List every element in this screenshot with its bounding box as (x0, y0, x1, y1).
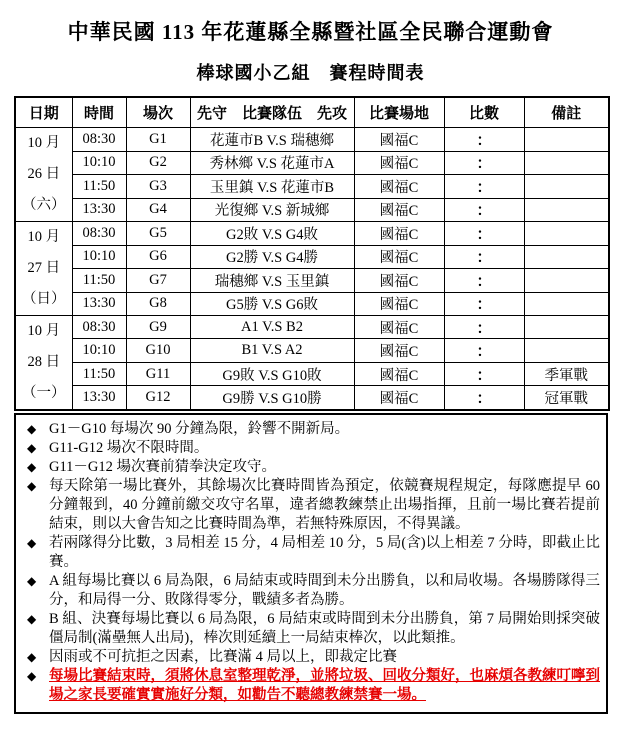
col-header-time: 時間 (72, 97, 126, 128)
col-header-date: 日期 (15, 97, 72, 128)
time-cell: 13:30 (72, 198, 126, 222)
venue-cell: 國福C (354, 269, 444, 293)
venue-cell: 國福C (354, 386, 444, 410)
time-cell: 08:30 (72, 222, 126, 246)
note-item (22, 648, 600, 667)
game-cell: G1 (126, 128, 190, 152)
diamond-bullet-icon: ◆ (27, 536, 37, 550)
teams-cell: G5勝 V.S G6敗 (190, 292, 354, 316)
remark-cell (524, 316, 609, 339)
time-cell: 10:10 (72, 339, 126, 362)
time-cell: 08:30 (72, 316, 126, 339)
score-cell: ： (444, 128, 524, 152)
score-cell: ： (444, 362, 524, 385)
date-day: 27 日 (27, 260, 61, 276)
remark-cell (524, 269, 609, 293)
note-text: G1－G10 每場次 90 分鐘為限，鈴響不開新局。 (49, 421, 350, 437)
note-text: B 組、決賽每場比賽以 6 局為限，6 局結束或時間到未分出勝負，第 7 局開始則採突破僵局制(滿壘無人出局)，棒次則延續上一局結束棒次，以此類推。 (49, 611, 600, 646)
venue-cell: 國福C (354, 362, 444, 385)
note-item (22, 534, 600, 572)
note-item (22, 458, 600, 477)
remark-cell: 冠軍戰 (524, 386, 609, 410)
note-item-warning (22, 667, 600, 705)
teams-cell: B1 V.S A2 (190, 339, 354, 362)
document-page (0, 16, 621, 714)
game-cell: G9 (126, 316, 190, 339)
venue-cell: 國福C (354, 198, 444, 222)
game-cell: G10 (126, 339, 190, 362)
venue-cell: 國福C (354, 339, 444, 362)
venue-cell: 國福C (354, 292, 444, 316)
time-cell: 11:50 (72, 175, 126, 199)
schedule-table (14, 96, 610, 411)
diamond-bullet-icon: ◆ (27, 574, 37, 588)
teams-cell: 花蓮市B V.S 瑞穗鄉 (190, 128, 354, 152)
diamond-bullet-icon: ◆ (27, 669, 37, 683)
note-text: 每天除第一場比賽外，其餘場次比賽時間皆為預定，依競賽規程規定，每隊應提早 60 分鐘報到，40 分鐘前繳交攻守名單，違者總教練禁止出場指揮，且前一場比賽若提前結束，則以大會告知之比賽時間為準，若無特殊原因，不得異議。 (49, 478, 600, 532)
table-row (15, 339, 609, 362)
game-cell: G5 (126, 222, 190, 246)
venue-cell: 國福C (354, 222, 444, 246)
remark-cell (524, 175, 609, 199)
remark-cell (524, 292, 609, 316)
note-text: G11－G12 場次賽前猜拳決定攻守。 (49, 459, 277, 475)
diamond-bullet-icon: ◆ (27, 441, 37, 455)
table-row (15, 386, 609, 410)
table-row (15, 245, 609, 269)
game-cell: G2 (126, 151, 190, 175)
date-day: 28 日 (27, 354, 61, 370)
page-subtitle: 棒球國小乙組 賽程時間表 (196, 63, 425, 83)
time-cell: 13:30 (72, 292, 126, 316)
date-cell-oct28 (15, 316, 72, 411)
venue-cell: 國福C (354, 175, 444, 199)
col-header-game: 場次 (126, 97, 190, 128)
table-row (15, 316, 609, 339)
header-row (15, 97, 609, 128)
venue-cell: 國福C (354, 316, 444, 339)
remark-cell (524, 222, 609, 246)
score-cell: ： (444, 175, 524, 199)
date-weekday: （六） (22, 197, 66, 213)
game-cell: G8 (126, 292, 190, 316)
time-cell: 11:50 (72, 362, 126, 385)
score-cell: ： (444, 269, 524, 293)
game-cell: G3 (126, 175, 190, 199)
col-header-remark: 備註 (524, 97, 609, 128)
teams-cell: G2勝 V.S G4勝 (190, 245, 354, 269)
note-text: G11-G12 場次不限時間。 (49, 440, 209, 456)
time-cell: 11:50 (72, 269, 126, 293)
date-cell-oct26 (15, 128, 72, 222)
note-text-warning: 每場比賽結束時，須將休息室整理乾淨，並將垃圾、回收分類好，也麻煩各教練叮嚀到場之家長要確實實施好分類，如勸告不聽總教練禁賽一場。 (49, 668, 600, 703)
notes-box (14, 413, 608, 714)
teams-cell: G9敗 V.S G10敗 (190, 362, 354, 385)
table-row (15, 362, 609, 385)
diamond-bullet-icon: ◆ (27, 479, 37, 493)
score-cell: ： (444, 245, 524, 269)
date-month: 10 月 (27, 135, 61, 151)
note-item (22, 420, 600, 439)
note-item (22, 610, 600, 648)
teams-cell: 秀林鄉 V.S 花蓮市A (190, 151, 354, 175)
date-month: 10 月 (27, 323, 61, 339)
note-item (22, 477, 600, 534)
table-row (15, 151, 609, 175)
note-item (22, 572, 600, 610)
note-text: A 組每場比賽以 6 局為限，6 局結束或時間到未分出勝負，以和局收場。各場勝隊得三分，和局得一分、敗隊得零分，戰績多者為勝。 (49, 573, 600, 608)
score-cell: ： (444, 151, 524, 175)
teams-cell: G9勝 V.S G10勝 (190, 386, 354, 410)
col-header-teams: 先守 比賽隊伍 先攻 (190, 97, 354, 128)
time-cell: 10:10 (72, 245, 126, 269)
date-day: 26 日 (27, 166, 61, 182)
venue-cell: 國福C (354, 151, 444, 175)
remark-cell (524, 339, 609, 362)
game-cell: G7 (126, 269, 190, 293)
score-cell: ： (444, 316, 524, 339)
teams-cell: 玉里鎮 V.S 花蓮市B (190, 175, 354, 199)
teams-cell: G2敗 V.S G4敗 (190, 222, 354, 246)
diamond-bullet-icon: ◆ (27, 650, 37, 664)
table-row (15, 292, 609, 316)
remark-cell (524, 128, 609, 152)
teams-cell: 光復鄉 V.S 新城鄉 (190, 198, 354, 222)
date-cell-oct27 (15, 222, 72, 316)
time-cell: 13:30 (72, 386, 126, 410)
venue-cell: 國福C (354, 245, 444, 269)
score-cell: ： (444, 222, 524, 246)
col-header-venue: 比賽場地 (354, 97, 444, 128)
game-cell: G6 (126, 245, 190, 269)
table-row (15, 198, 609, 222)
venue-cell: 國福C (354, 128, 444, 152)
table-row (15, 269, 609, 293)
score-cell: ： (444, 339, 524, 362)
diamond-bullet-icon: ◆ (27, 612, 37, 626)
remark-cell: 季軍戰 (524, 362, 609, 385)
date-weekday: （日） (22, 291, 66, 307)
diamond-bullet-icon: ◆ (27, 460, 37, 474)
score-cell: ： (444, 386, 524, 410)
teams-cell: 瑞穗鄉 V.S 玉里鎮 (190, 269, 354, 293)
game-cell: G12 (126, 386, 190, 410)
note-text: 因雨或不可抗拒之因素，比賽滿 4 局以上，即裁定比賽 (49, 649, 397, 665)
teams-cell: A1 V.S B2 (190, 316, 354, 339)
game-cell: G4 (126, 198, 190, 222)
game-cell: G11 (126, 362, 190, 385)
table-row (15, 222, 609, 246)
table-row (15, 175, 609, 199)
date-month: 10 月 (27, 229, 61, 245)
remark-cell (524, 245, 609, 269)
time-cell: 10:10 (72, 151, 126, 175)
remark-cell (524, 151, 609, 175)
date-weekday: （一） (22, 385, 66, 401)
col-header-score: 比數 (444, 97, 524, 128)
score-cell: ： (444, 292, 524, 316)
page-title: 中華民國 113 年花蓮縣全縣暨社區全民聯合運動會 (67, 20, 554, 44)
time-cell: 08:30 (72, 128, 126, 152)
note-text: 若兩隊得分比數，3 局相差 15 分，4 局相差 10 分，5 局(含)以上相差 7 分時，即截止比賽。 (49, 535, 600, 570)
score-cell: ： (444, 198, 524, 222)
table-row (15, 128, 609, 152)
note-item (22, 439, 600, 458)
diamond-bullet-icon: ◆ (27, 422, 37, 436)
remark-cell (524, 198, 609, 222)
